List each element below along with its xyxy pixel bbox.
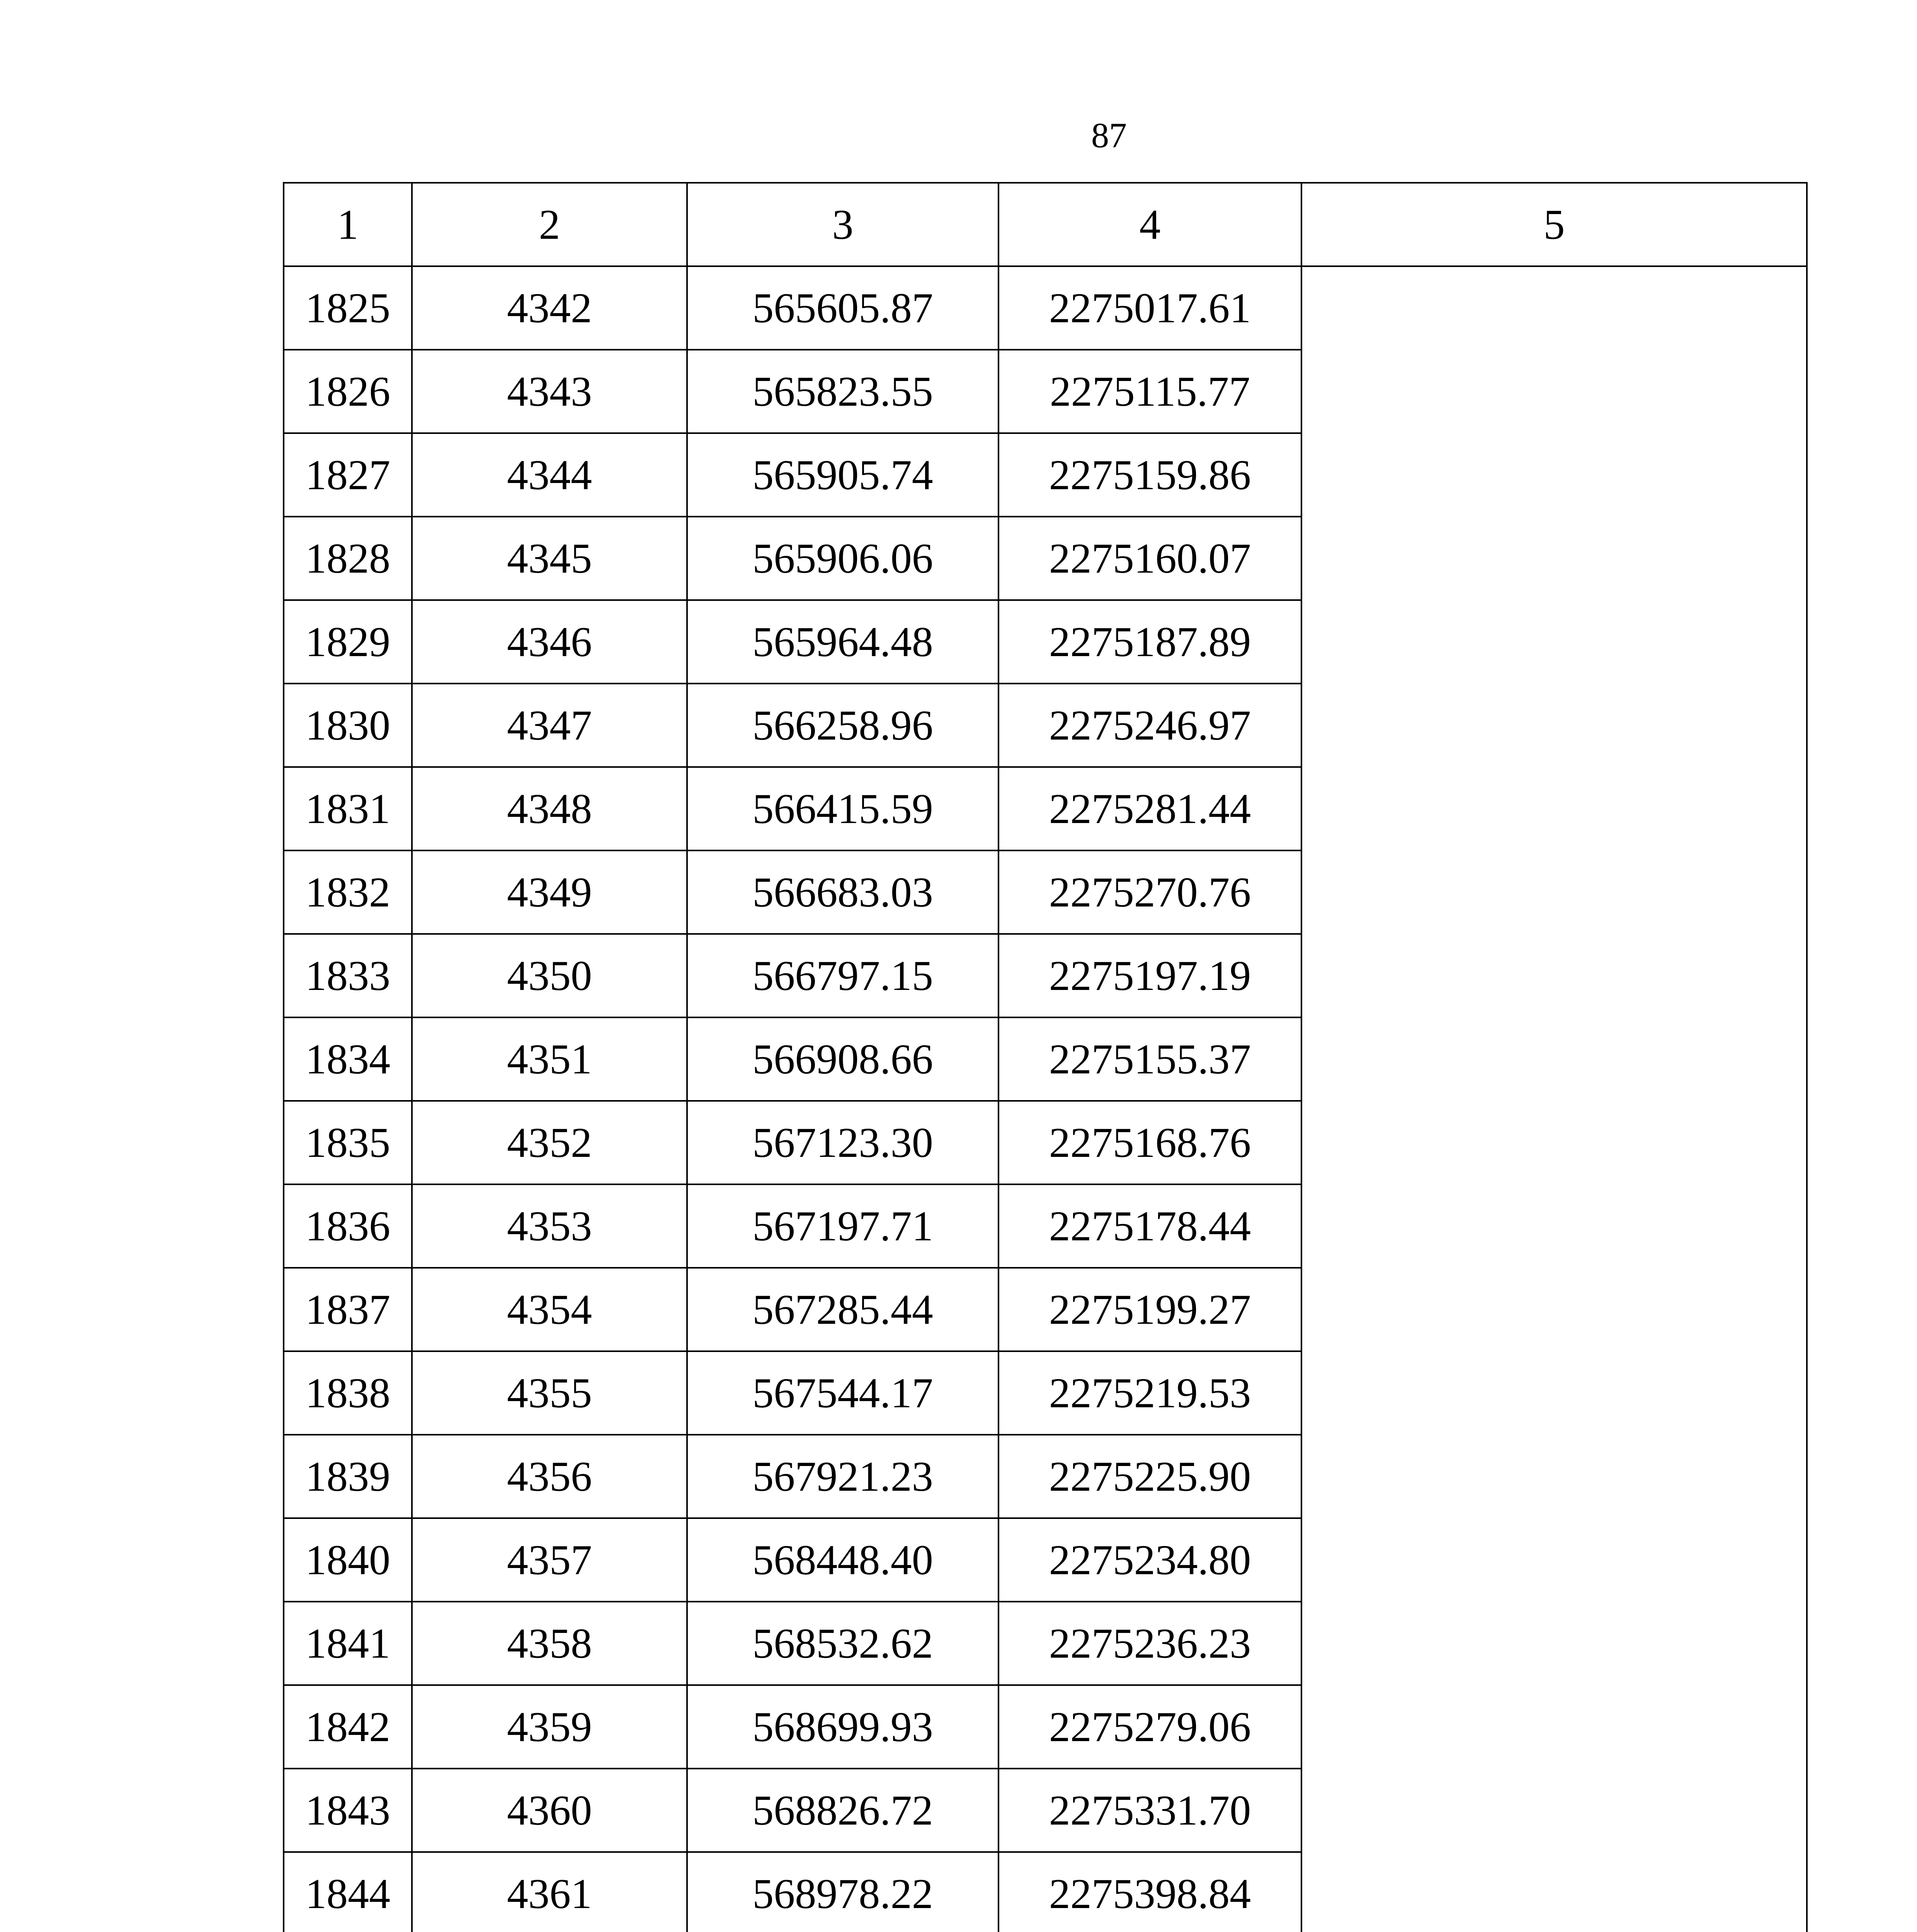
- table-cell-col3: 565964.48: [687, 600, 998, 684]
- table-cell-col3: 568699.93: [687, 1685, 998, 1769]
- table-cell-col4: 2275279.06: [998, 1685, 1301, 1769]
- table-cell-col2: 4355: [412, 1351, 687, 1435]
- table-cell-col4: 2275234.80: [998, 1518, 1301, 1602]
- table-cell-col4: 2275398.84: [998, 1852, 1301, 1932]
- column-header-3: 3: [687, 183, 998, 266]
- table-cell-col2: 4354: [412, 1268, 687, 1351]
- table-cell-col2: 4347: [412, 684, 687, 767]
- table-cell-col4: 2275168.76: [998, 1101, 1301, 1184]
- table-cell-col4: 2275178.44: [998, 1184, 1301, 1268]
- table-cell-col2: 4358: [412, 1602, 687, 1685]
- table-cell-col1: 1844: [284, 1852, 412, 1932]
- table-cell-col4: 2275160.07: [998, 517, 1301, 600]
- table-cell-col4: 2275236.23: [998, 1602, 1301, 1685]
- table-cell-col2: 4343: [412, 350, 687, 433]
- table-cell-col3: 566683.03: [687, 850, 998, 934]
- table-cell-col3: 566415.59: [687, 767, 998, 850]
- table-cell-col3: 566797.15: [687, 934, 998, 1017]
- table-cell-col1: 1835: [284, 1101, 412, 1184]
- table-cell-col3: 565823.55: [687, 350, 998, 433]
- table-cell-col4: 2275281.44: [998, 767, 1301, 850]
- table-cell-col4: 2275331.70: [998, 1769, 1301, 1852]
- table-cell-col4: 2275017.61: [998, 266, 1301, 350]
- table-cell-col1: 1843: [284, 1769, 412, 1852]
- table-cell-col1: 1830: [284, 684, 412, 767]
- table-cell-col4: 2275246.97: [998, 684, 1301, 767]
- table-cell-col1: 1837: [284, 1268, 412, 1351]
- table-cell-col1: 1825: [284, 266, 412, 350]
- table-cell-col1: 1832: [284, 850, 412, 934]
- table-cell-col2: 4349: [412, 850, 687, 934]
- table-cell-col1: 1833: [284, 934, 412, 1017]
- table-cell-col3: 567921.23: [687, 1435, 998, 1518]
- table-cell-col1: 1839: [284, 1435, 412, 1518]
- table-cell-col4: 2275115.77: [998, 350, 1301, 433]
- table-cell-col1: 1834: [284, 1017, 412, 1101]
- table-cell-col2: 4342: [412, 266, 687, 350]
- column-header-4: 4: [998, 183, 1301, 266]
- table-cell-col2: 4353: [412, 1184, 687, 1268]
- column-header-2: 2: [412, 183, 687, 266]
- table-cell-col3: 568978.22: [687, 1852, 998, 1932]
- table-header-row: [284, 183, 1807, 266]
- table-cell-col3: 566258.96: [687, 684, 998, 767]
- table-cell-col4: 2275187.89: [998, 600, 1301, 684]
- table-cell-col2: 4345: [412, 517, 687, 600]
- table-cell-col3: 568448.40: [687, 1518, 998, 1602]
- table-cell-col1: 1838: [284, 1351, 412, 1435]
- table-cell-col2: 4352: [412, 1101, 687, 1184]
- table-cell-col4: 2275197.19: [998, 934, 1301, 1017]
- table-cell-col3: 567197.71: [687, 1184, 998, 1268]
- table-cell-col2: 4350: [412, 934, 687, 1017]
- table-cell-col2: 4356: [412, 1435, 687, 1518]
- coordinates-table: [283, 182, 1808, 1932]
- table-cell-col4: 2275155.37: [998, 1017, 1301, 1101]
- table-cell-col4: 2275159.86: [998, 433, 1301, 517]
- table-cell-col3: 568532.62: [687, 1602, 998, 1685]
- table-cell-col1: 1826: [284, 350, 412, 433]
- table-cell-col2: 4360: [412, 1769, 687, 1852]
- table-cell-col3: 565905.74: [687, 433, 998, 517]
- table-cell-col3: 565906.06: [687, 517, 998, 600]
- table-cell-col2: 4359: [412, 1685, 687, 1769]
- table-cell-col3: 567285.44: [687, 1268, 998, 1351]
- table-cell-col3: 565605.87: [687, 266, 998, 350]
- table-cell-col2: 4344: [412, 433, 687, 517]
- table-cell-col1: 1841: [284, 1602, 412, 1685]
- table-cell-col3: 568826.72: [687, 1769, 998, 1852]
- table-cell-col4: 2275219.53: [998, 1351, 1301, 1435]
- table-row: [284, 266, 1807, 350]
- table-cell-col1: 1827: [284, 433, 412, 517]
- page-number: 87: [1091, 116, 1127, 155]
- table-cell-col1: 1829: [284, 600, 412, 684]
- table-cell-col2: 4357: [412, 1518, 687, 1602]
- table-cell-col1: 1828: [284, 517, 412, 600]
- table-cell-col3: 566908.66: [687, 1017, 998, 1101]
- table-cell-col1: 1831: [284, 767, 412, 850]
- table-body: [284, 183, 1807, 1932]
- table-cell-col2: 4351: [412, 1017, 687, 1101]
- column-header-1: 1: [284, 183, 412, 266]
- table-cell-col4: 2275270.76: [998, 850, 1301, 934]
- table-cell-col5: [1301, 266, 1807, 1932]
- table-cell-col1: 1836: [284, 1184, 412, 1268]
- table-cell-col2: 4348: [412, 767, 687, 850]
- table-cell-col1: 1840: [284, 1518, 412, 1602]
- table-cell-col3: 567544.17: [687, 1351, 998, 1435]
- table-cell-col3: 567123.30: [687, 1101, 998, 1184]
- table-cell-col4: 2275199.27: [998, 1268, 1301, 1351]
- table-cell-col4: 2275225.90: [998, 1435, 1301, 1518]
- table-cell-col1: 1842: [284, 1685, 412, 1769]
- column-header-5: 5: [1301, 183, 1807, 266]
- table-cell-col2: 4346: [412, 600, 687, 684]
- table-cell-col2: 4361: [412, 1852, 687, 1932]
